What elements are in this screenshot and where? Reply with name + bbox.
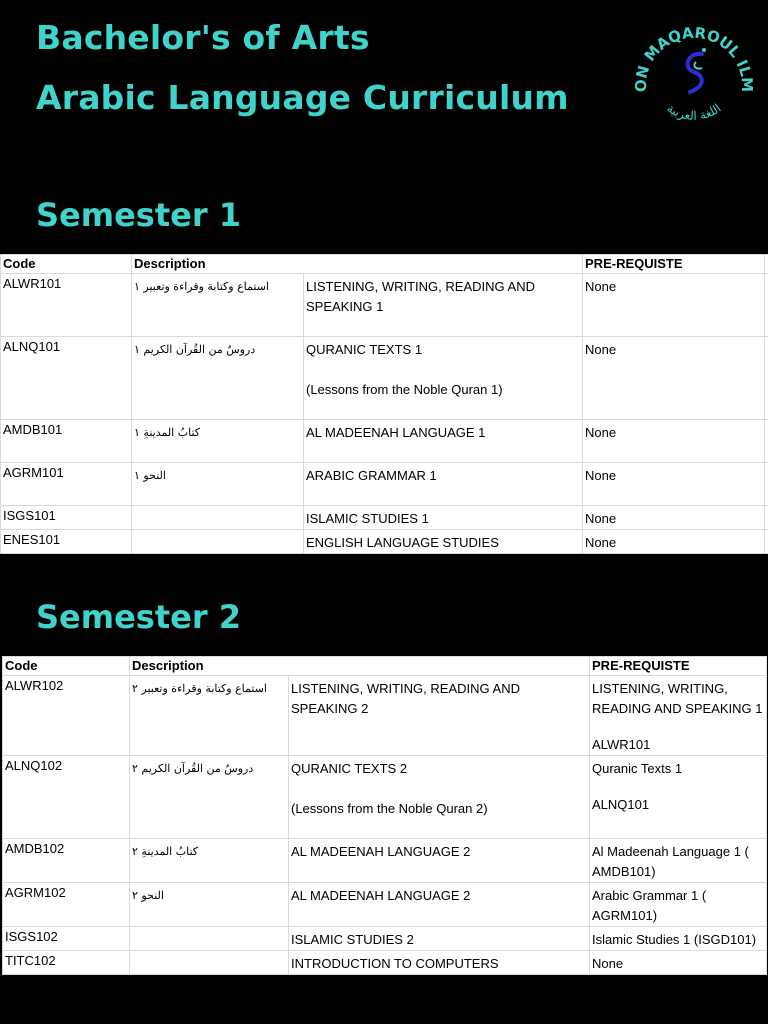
table-row bbox=[3, 676, 767, 756]
prerequisite bbox=[590, 951, 767, 975]
english-title bbox=[304, 337, 583, 420]
semester-2-table bbox=[2, 656, 767, 975]
prerequisite bbox=[583, 420, 765, 463]
prerequisite bbox=[583, 337, 765, 420]
arabic-title bbox=[132, 530, 304, 554]
table-header-row bbox=[3, 657, 767, 676]
col-description: Description bbox=[130, 657, 590, 676]
arabic-title: كتابُ المدينةِ ١ bbox=[132, 420, 304, 463]
prerequisite-code: ALWR101 bbox=[592, 737, 651, 752]
english-title bbox=[304, 463, 583, 506]
course-code: ENES101 bbox=[1, 530, 132, 554]
arabic-title: دروسٌ من القُرآن الكريم ٢ bbox=[130, 756, 289, 839]
svg-text:اللغة العربية bbox=[664, 101, 723, 123]
course-code: ISGS101 bbox=[1, 506, 132, 530]
course-code: ALNQ102 bbox=[3, 756, 130, 839]
english-title bbox=[289, 839, 590, 883]
prerequisite-text: LISTENING, WRITING, READING AND SPEAKING 1 bbox=[592, 681, 763, 716]
prerequisite bbox=[583, 530, 765, 554]
table-row bbox=[1, 337, 768, 420]
english-title-text: ISLAMIC STUDIES 2 bbox=[291, 932, 414, 947]
prerequisite bbox=[590, 927, 767, 951]
col-code: Code bbox=[1, 255, 132, 274]
table-row bbox=[1, 274, 768, 337]
prerequisite-text: None bbox=[592, 956, 624, 971]
english-title-note: (Lessons from the Noble Quran 2) bbox=[291, 801, 488, 816]
prerequisite bbox=[590, 839, 767, 883]
english-title-text: AL MADEENAH LANGUAGE 1 bbox=[306, 425, 486, 440]
table-row bbox=[1, 530, 768, 554]
calligraphy-icon bbox=[688, 48, 706, 92]
table-row bbox=[1, 506, 768, 530]
english-title-text: AL MADEENAH LANGUAGE 2 bbox=[291, 844, 471, 859]
prerequisite bbox=[590, 676, 767, 756]
arabic-title: النحو ١ bbox=[132, 463, 304, 506]
arabic-title bbox=[132, 506, 304, 530]
logo-arc-text: ON MAQAROUL IL bbox=[632, 23, 754, 93]
english-title bbox=[304, 274, 583, 337]
col-prereq: PRE-REQUISTE bbox=[590, 657, 767, 676]
english-title bbox=[289, 951, 590, 975]
arabic-title: كتابُ المدينةِ ٢ bbox=[130, 839, 289, 883]
english-title-text: QURANIC TEXTS 2 bbox=[291, 761, 408, 776]
english-title bbox=[289, 756, 590, 839]
table-row bbox=[3, 839, 767, 883]
table-row bbox=[1, 463, 768, 506]
english-title-note: (Lessons from the Noble Quran 1) bbox=[306, 382, 503, 397]
english-title bbox=[289, 883, 590, 927]
table-row bbox=[3, 927, 767, 951]
col-prereq: PRE-REQUISTE bbox=[583, 255, 765, 274]
prerequisite-text: Quranic Texts 1 bbox=[592, 761, 683, 776]
arabic-title: استماع وكتابة وقراءة وتعبير ٢ bbox=[130, 676, 289, 756]
arabic-title bbox=[130, 951, 289, 975]
english-title bbox=[304, 530, 583, 554]
english-title bbox=[304, 420, 583, 463]
english-title-text: QURANIC TEXTS 1 bbox=[306, 342, 423, 357]
table-row bbox=[3, 883, 767, 927]
semester-1-heading: Semester 1 bbox=[36, 196, 242, 234]
prerequisite-text: None bbox=[585, 425, 617, 440]
english-title bbox=[304, 506, 583, 530]
col-description: Description bbox=[132, 255, 583, 274]
prerequisite bbox=[583, 274, 765, 337]
english-title-text: LISTENING, WRITING, READING AND SPEAKING 1 bbox=[306, 279, 535, 314]
english-title-text: ENGLISH LANGUAGE STUDIES bbox=[306, 535, 499, 550]
prerequisite-text: Arabic Grammar 1 ( AGRM101) bbox=[592, 888, 707, 923]
english-title bbox=[289, 927, 590, 951]
maqaroul-ilm-logo bbox=[632, 12, 754, 124]
course-code: AMDB102 bbox=[3, 839, 130, 883]
english-title-text: ISLAMIC STUDIES 1 bbox=[306, 511, 429, 526]
prerequisite-code: ALNQ101 bbox=[592, 797, 650, 812]
page-title-line-1: Bachelor's of Arts bbox=[36, 18, 370, 57]
semester-2-heading: Semester 2 bbox=[36, 598, 242, 636]
english-title-text: INTRODUCTION TO COMPUTERS bbox=[291, 956, 499, 971]
table-row bbox=[3, 756, 767, 839]
course-code: ALWR101 bbox=[1, 274, 132, 337]
prerequisite-text: Islamic Studies 1 (ISGD101) bbox=[592, 932, 757, 947]
english-title-text: LISTENING, WRITING, READING AND SPEAKING 2 bbox=[291, 681, 520, 716]
svg-text:ON MAQAROUL ILM bbox=[632, 24, 754, 93]
course-code: ALNQ101 bbox=[1, 337, 132, 420]
prerequisite-text: None bbox=[585, 511, 617, 526]
prerequisite bbox=[583, 506, 765, 530]
course-code: TITC102 bbox=[3, 951, 130, 975]
prerequisite-text: Al Madeenah Language 1 ( AMDB101) bbox=[592, 844, 749, 879]
prerequisite-text: None bbox=[585, 468, 617, 483]
prerequisite bbox=[590, 883, 767, 927]
prerequisite-text: None bbox=[585, 535, 617, 550]
table-row bbox=[3, 951, 767, 975]
arabic-title: دروسٌ من القُرآن الكريم ١ bbox=[132, 337, 304, 420]
arabic-title bbox=[130, 927, 289, 951]
semester-1-table bbox=[0, 254, 768, 554]
course-code: AGRM101 bbox=[1, 463, 132, 506]
prerequisite bbox=[583, 463, 765, 506]
english-title-text: AL MADEENAH LANGUAGE 2 bbox=[291, 888, 471, 903]
page-title-line-2: Arabic Language Curriculum bbox=[36, 78, 569, 117]
english-title bbox=[289, 676, 590, 756]
prerequisite-text: None bbox=[585, 279, 617, 294]
col-code: Code bbox=[3, 657, 130, 676]
english-title-text: ARABIC GRAMMAR 1 bbox=[306, 468, 437, 483]
course-code: AMDB101 bbox=[1, 420, 132, 463]
prerequisite-text: None bbox=[585, 342, 617, 357]
table-header-row bbox=[1, 255, 768, 274]
arabic-title: استماع وكتابة وقراءة وتعبير ١ bbox=[132, 274, 304, 337]
table-row bbox=[1, 420, 768, 463]
course-code: ALWR102 bbox=[3, 676, 130, 756]
course-code: ISGS102 bbox=[3, 927, 130, 951]
prerequisite bbox=[590, 756, 767, 839]
arabic-title: النحو ٢ bbox=[130, 883, 289, 927]
logo-arabic-text: اللغة العربية bbox=[664, 101, 724, 123]
course-code: AGRM102 bbox=[3, 883, 130, 927]
